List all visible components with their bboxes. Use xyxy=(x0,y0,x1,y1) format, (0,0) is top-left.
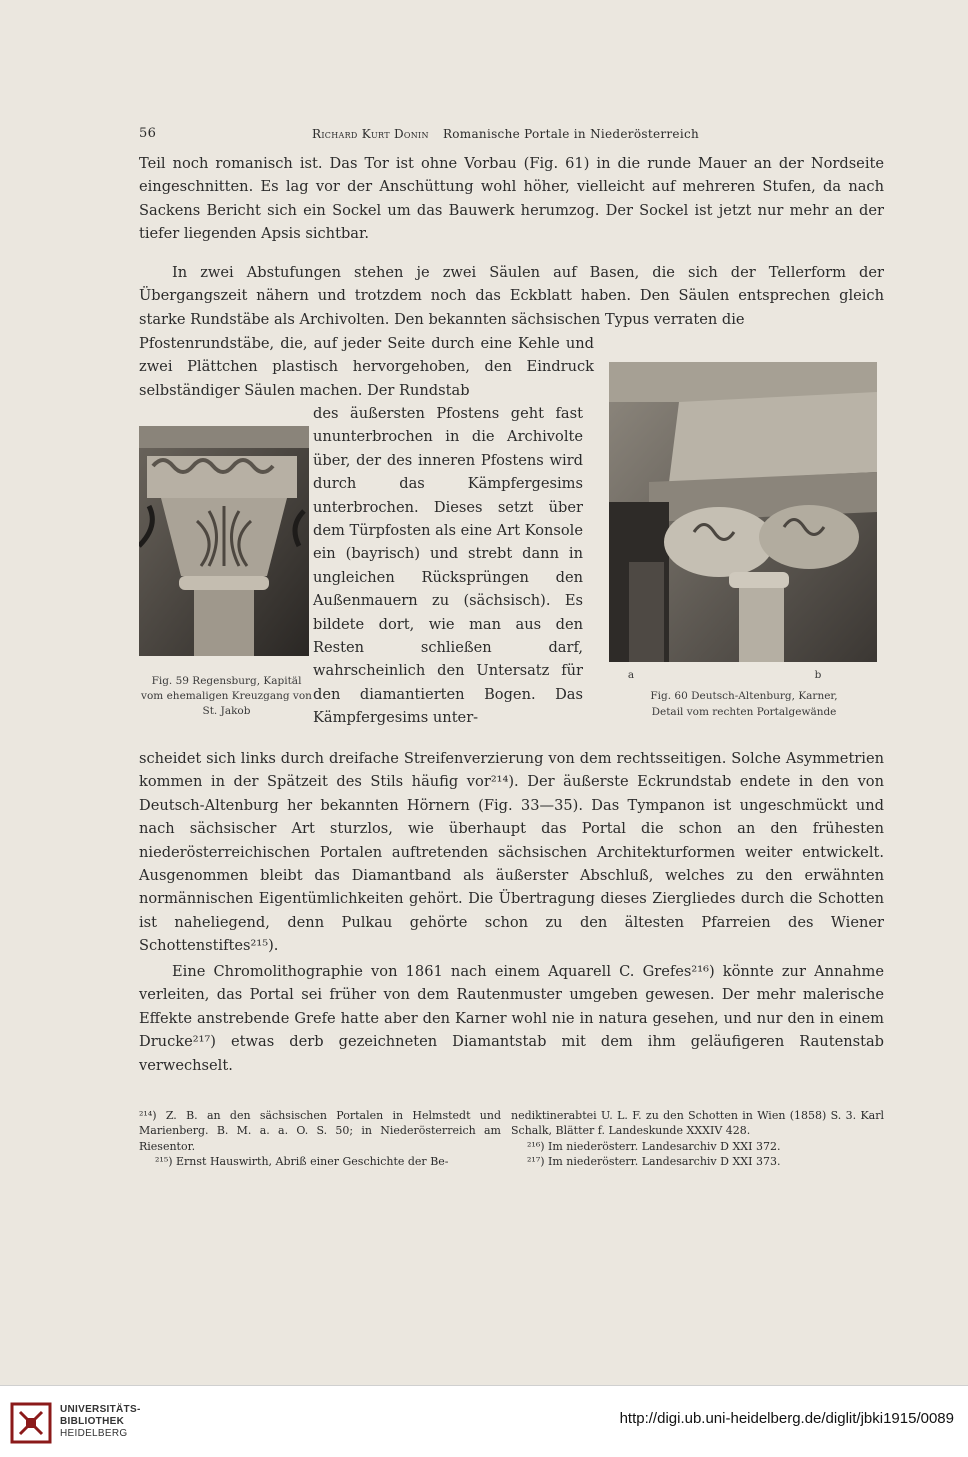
paragraph-2-full: In zwei Abstufungen stehen je zwei Säulen auf Basen, die sich der Tellerform der Übergangszeit nähern und trotzdem noch das Eckblatt haben. Den Säulen entsprechen gleich starke Rundstäbe als Archivolten. Den bekannten sächsischen Typus verraten die xyxy=(139,264,884,328)
footnotes-right-column xyxy=(511,1108,884,1169)
library-name-line-3: HEIDELBERG xyxy=(60,1428,128,1439)
figure-60-caption-line-2: Detail vom rechten Portalgewände xyxy=(651,706,837,718)
figure-60-label-a: a xyxy=(627,669,635,681)
paragraph-3: Eine Chromolithographie von 1861 nach einem Aquarell C. Grefes²¹⁶) könnte zur Annahme verleiten, das Portal sei früher von dem Rautenmuster umgeben gewesen. Der mehr malerische Effekte anstrebende Grefe hatte aber den Karner wohl nie in natura gesehen, und nur den in einem Drucke²¹⁷) etwas derb gezeichneten Diamantstab mit dem ihm geläufigeren Rautenstab verwechselt. xyxy=(139,963,884,1074)
paragraph-1: Teil noch romanisch ist. Das Tor ist ohne Vorbau (Fig. 61) in die runde Mauer an der Nordseite eingeschnitten. Es lag vor der Anschüttung wohl höher, vielleicht auf mehreren Stufen, da nach Sackens Bericht sich ein Sockel um das Bauwerk herumzog. Der Sockel ist jetzt nur mehr an der tiefer liegenden Apsis sichtbar. xyxy=(139,155,884,243)
running-title xyxy=(312,127,699,141)
library-logo-icon xyxy=(10,1402,52,1444)
footnote-214: ²¹⁴) Z. B. an den sächsischen Portalen in Helmstedt und Marienberg. B. M. a. a. O. S. 50; in Niederösterreich am Riesentor. xyxy=(139,1109,501,1153)
library-name-line-1: UNIVERSITÄTS- xyxy=(60,1404,141,1415)
figure-59-photo xyxy=(139,426,309,656)
permalink-url[interactable]: http://digi.ub.uni-heidelberg.de/diglit/jbki1915/0089 xyxy=(619,1410,954,1427)
header-author: Richard Kurt Donin xyxy=(312,127,429,141)
footnote-217: ²¹⁷) Im niederösterr. Landesarchiv D XXI 373. xyxy=(527,1154,781,1168)
library-name xyxy=(60,1404,141,1440)
running-header xyxy=(139,126,884,146)
paragraph-2-left: Pfostenrundstäbe, die, auf jeder Seite durch eine Kehle und zwei Plättchen plastisch hervorgehoben, den Eindruck selbständiger Säulen machen. Der Rundstab xyxy=(139,335,594,399)
paragraph-2-mid: des äußersten Pfostens geht fast ununterbrochen in die Archivolte über, der des inneren Pfostens wird durch das Kämpfergesims unterbrochen. Dieses setzt über dem Türpfosten als eine Art Konsole ein (bayrisch) und strebt dann in ungleichen Rücksprüngen den Außenmauern zu (sächsisch). Es bildete dort, wie man aus den Resten schließen darf, wahrscheinlich den Untersatz für den diamantierten Bogen. Das Kämpfergesims unter- xyxy=(313,405,583,727)
footnote-215-continued: nediktinerabtei U. L. F. zu den Schotten in Wien (1858) S. 3. Karl Schalk, Blätter f. Landeskunde XXXIV 428. xyxy=(511,1109,884,1138)
paragraph-2-rest: scheidet sich links durch dreifache Streifenverzierung von dem rechtsseitigen. Solche Asymmetrien kommen in der Spätzeit des Stils häufig vor²¹⁴). Der äußerste Eckrundstab endete in den von Deutsch-Altenburg her bekannten Hörnern (Fig. 33—35). Das Tympanon ist ungeschmückt und nach sächsischer Art sturzlos, wie überhaupt das Portal die schon an den frühesten niederösterreichischen Portalen auftretenden sächsischen Architekturformen weiter entwickelt. Ausgenommen bleibt das Diamantband als äußerster Abschluß, welches zu den erwähnten normännischen Eigentümlichkeiten gehört. Die Übertragung dieses Ziergliedes durch die Schotten ist naheliegend, denn Pulkau gehörte schon zu den ältesten Pfarreien des Wiener Schottenstiftes²¹⁵). xyxy=(139,750,884,955)
figure-59-caption: Fig. 59 Regensburg, Kapitäl vom ehemaligen Kreuzgang von St. Jakob xyxy=(141,675,312,717)
footnote-215: ²¹⁵) Ernst Hauswirth, Abriß einer Geschichte der Be- xyxy=(155,1154,449,1168)
figure-60-photo xyxy=(609,362,877,662)
footnotes-left-column xyxy=(139,1108,501,1169)
digitization-footer xyxy=(0,1385,968,1457)
page-number: 56 xyxy=(139,126,157,141)
figure-60-caption-line-1: Fig. 60 Deutsch-Altenburg, Karner, xyxy=(650,690,838,702)
library-name-line-2: BIBLIOTHEK xyxy=(60,1416,125,1427)
figure-60-label-b: b xyxy=(814,669,822,681)
header-title: Romanische Portale in Niederösterreich xyxy=(442,127,700,141)
footnote-216: ²¹⁶) Im niederösterr. Landesarchiv D XXI 372. xyxy=(527,1139,781,1153)
